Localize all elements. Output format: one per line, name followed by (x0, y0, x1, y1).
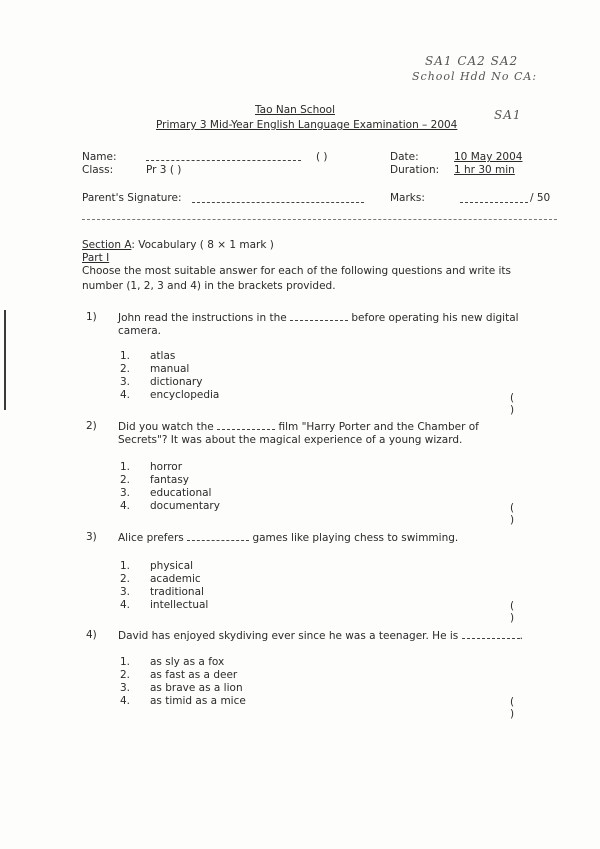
option-number: 1. (120, 350, 131, 362)
parent-signature-label: Parent's Signature: (82, 192, 182, 204)
question-text-part-a: David has enjoyed skydiving ever since he was a teenager. He is (118, 630, 459, 642)
option-item (120, 586, 204, 598)
option-number: 1. (120, 560, 131, 572)
question-text (118, 531, 548, 545)
class-value: Pr 3 ( ) (146, 164, 182, 176)
option-text: educational (150, 487, 212, 499)
option-number: 2. (120, 669, 131, 681)
option-text: as sly as a fox (150, 656, 225, 668)
option-text: intellectual (150, 599, 209, 611)
question-text (118, 311, 548, 338)
option-number: 1. (120, 461, 131, 473)
section-title-rest: : Vocabulary ( 8 × 1 mark ) (131, 239, 274, 251)
question-text-line-2: Secrets"? It was about the magical experience of a young wizard. (118, 434, 463, 446)
handwritten-note-second: School Hdd No CA: (412, 70, 538, 83)
answer-blank (217, 420, 275, 430)
section-heading (82, 239, 274, 251)
option-item (120, 573, 201, 585)
part-label: Part I (82, 252, 110, 264)
date-value: 10 May 2004 (454, 151, 523, 163)
marks-blank (460, 193, 528, 203)
option-number: 4. (120, 599, 131, 611)
option-item (120, 656, 224, 668)
option-text: fantasy (150, 474, 190, 486)
option-item (120, 669, 237, 681)
instruction-line-2: number (1, 2, 3 and 4) in the brackets provided. (82, 280, 336, 292)
option-item (120, 682, 243, 694)
question-number: 4) (86, 629, 97, 641)
question-text-part-b: . (519, 630, 523, 642)
option-item (120, 461, 182, 473)
option-item (120, 695, 246, 707)
name-index-paren: ( ) (316, 151, 328, 163)
option-text: as brave as a lion (150, 682, 243, 694)
question-text-line-2: camera. (118, 325, 161, 337)
option-text: atlas (150, 350, 176, 362)
option-item (120, 350, 175, 362)
divider-line (82, 219, 557, 220)
instruction-line-1: Choose the most suitable answer for each of the following questions and write its (82, 265, 511, 277)
option-number: 2. (120, 474, 131, 486)
option-number: 2. (120, 363, 131, 375)
parent-signature-blank (192, 193, 364, 203)
question-text-part-a: Alice prefers (118, 532, 184, 544)
exam-title: Primary 3 Mid-Year English Language Examination – 2004 (156, 119, 458, 131)
section-title: Section A (82, 239, 132, 251)
marks-label: Marks: (390, 192, 425, 204)
option-number: 2. (120, 573, 131, 585)
answer-bracket[interactable]: ( ) (510, 392, 545, 416)
option-number: 3. (120, 586, 131, 598)
question-text-part-a: Did you watch the (118, 421, 214, 433)
marks-total: / 50 (530, 192, 551, 204)
duration-value: 1 hr 30 min (454, 164, 515, 176)
option-text: as timid as a mice (150, 695, 246, 707)
question-number: 3) (86, 531, 97, 543)
scan-edge-mark (4, 310, 6, 410)
option-item (120, 389, 219, 401)
option-text: traditional (150, 586, 204, 598)
question-text-part-a: John read the instructions in the (118, 312, 287, 324)
option-text: academic (150, 573, 201, 585)
question-number: 1) (86, 311, 97, 323)
option-text: horror (150, 461, 183, 473)
school-name: Tao Nan School (254, 104, 335, 116)
option-text: dictionary (150, 376, 203, 388)
option-item (120, 474, 189, 486)
option-number: 3. (120, 487, 131, 499)
handwritten-note-top: SA1 CA2 SA2 (425, 54, 519, 68)
option-number: 3. (120, 682, 131, 694)
option-text: manual (150, 363, 190, 375)
option-number: 1. (120, 656, 131, 668)
option-text: as fast as a deer (150, 669, 238, 681)
name-label: Name: (82, 151, 117, 163)
question-number: 2) (86, 420, 97, 432)
option-text: physical (150, 560, 194, 572)
option-item (120, 500, 220, 512)
answer-bracket[interactable]: ( ) (510, 502, 545, 526)
class-label: Class: (82, 164, 114, 176)
question-text-part-b: games like playing chess to swimming. (252, 532, 459, 544)
option-number: 3. (120, 376, 131, 388)
question-text (118, 420, 548, 447)
duration-label: Duration: (390, 164, 440, 176)
question-text-part-b: film "Harry Porter and the Chamber of (278, 421, 479, 433)
answer-blank (462, 629, 520, 639)
option-number: 4. (120, 500, 131, 512)
answer-bracket[interactable]: ( ) (510, 696, 545, 720)
name-blank (146, 151, 301, 161)
option-item (120, 487, 211, 499)
answer-blank (290, 311, 348, 321)
answer-blank (187, 531, 249, 541)
option-item (120, 376, 202, 388)
option-text: encyclopedia (150, 389, 220, 401)
option-number: 4. (120, 695, 131, 707)
option-text: documentary (150, 500, 220, 512)
option-item (120, 560, 193, 572)
option-item (120, 363, 189, 375)
date-label: Date: (390, 151, 419, 163)
option-number: 4. (120, 389, 131, 401)
handwritten-mark: SA1 (494, 108, 522, 122)
question-text (118, 629, 548, 643)
answer-bracket[interactable]: ( ) (510, 600, 545, 624)
option-item (120, 599, 208, 611)
question-text-part-b: before operating his new digital (351, 312, 519, 324)
